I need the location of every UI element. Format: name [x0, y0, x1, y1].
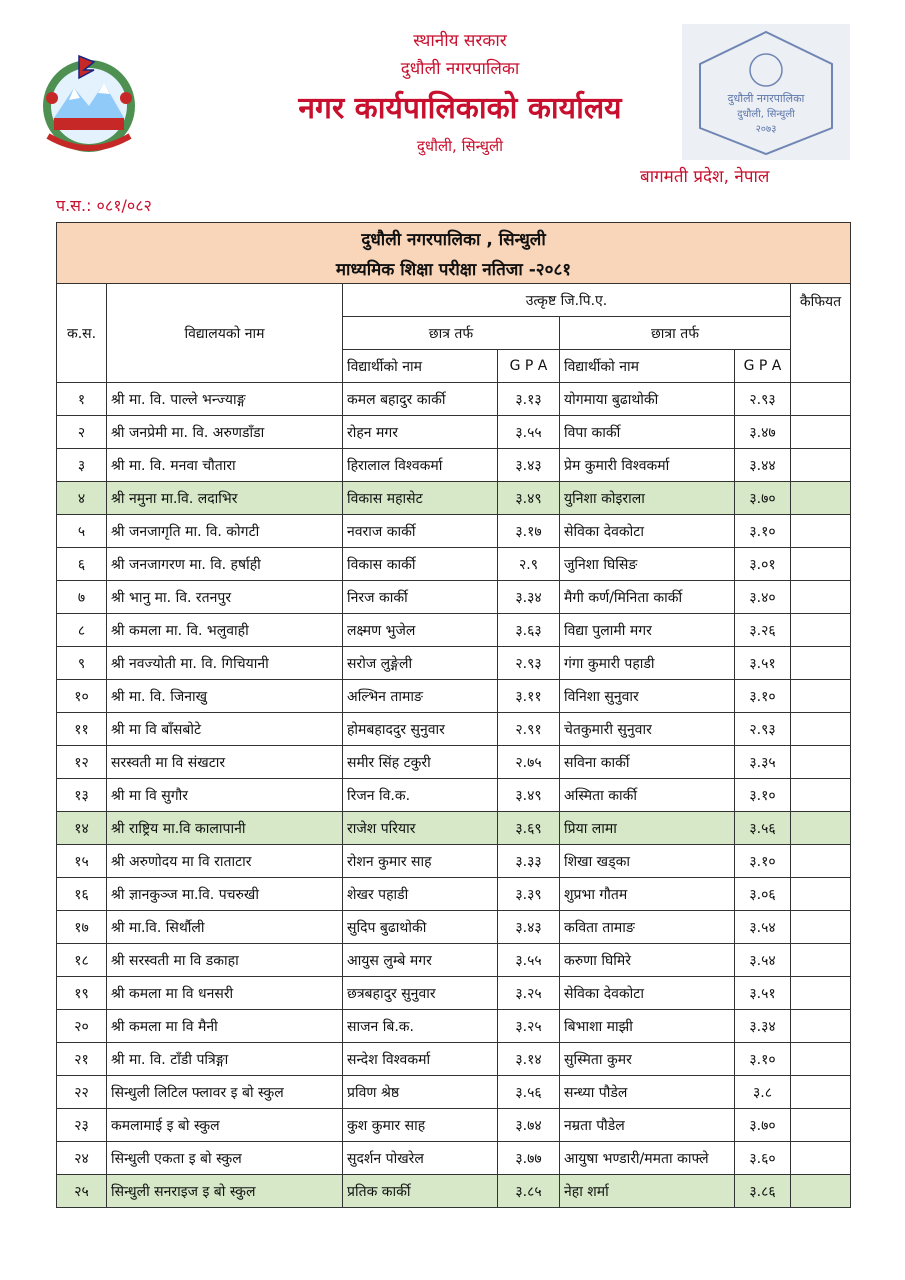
- table-title-line1: दुधौली नगरपालिका , सिन्धुली: [57, 223, 851, 254]
- cell-school-name: श्री जनजागृति मा. वि. कोगटी: [107, 515, 343, 548]
- table-row: [57, 1076, 851, 1109]
- cell-boy-name: निरज कार्की: [343, 581, 498, 614]
- cell-boy-name: हिरालाल विश्वकर्मा: [343, 449, 498, 482]
- cell-girl-gpa: ३.६०: [735, 1142, 791, 1175]
- table-row: [57, 449, 851, 482]
- cell-girl-name: नम्रता पौडेल: [560, 1109, 735, 1142]
- cell-remarks: [791, 647, 851, 680]
- table-row: [57, 1109, 851, 1142]
- cell-girl-name: सेविका देवकोटा: [560, 977, 735, 1010]
- cell-boy-gpa: ३.२५: [498, 977, 560, 1010]
- cell-girl-name: प्रिया लामा: [560, 812, 735, 845]
- cell-remarks: [791, 1175, 851, 1208]
- cell-serial-number: १९: [57, 977, 107, 1010]
- table-row: [57, 647, 851, 680]
- cell-boy-name: सरोज लुङ्गेली: [343, 647, 498, 680]
- cell-boy-gpa: ३.४९: [498, 482, 560, 515]
- cell-boy-name: रिजन वि.क.: [343, 779, 498, 812]
- cell-serial-number: २३: [57, 1109, 107, 1142]
- table-row: [57, 614, 851, 647]
- cell-boy-name: रोहन मगर: [343, 416, 498, 449]
- cell-boy-name: रोशन कुमार साह: [343, 845, 498, 878]
- cell-school-name: श्री मा. वि. पाल्ले भन्ज्याङ्ग: [107, 383, 343, 416]
- cell-remarks: [791, 1076, 851, 1109]
- table-row: [57, 515, 851, 548]
- cell-boy-gpa: ३.६३: [498, 614, 560, 647]
- table-row: [57, 845, 851, 878]
- seal-text-1: दुधौली नगरपालिका: [727, 92, 805, 105]
- cell-boy-gpa: ३.३४: [498, 581, 560, 614]
- cell-girl-name: कविता तामाङ: [560, 911, 735, 944]
- seal-text-2: दुधौली, सिन्धुली: [737, 109, 795, 120]
- header-municipality: दुधौली नगरपालिका: [400, 59, 520, 79]
- cell-school-name: श्री नमुना मा.वि. लदाभिर: [107, 482, 343, 515]
- cell-boy-gpa: ३.४३: [498, 449, 560, 482]
- cell-serial-number: ४: [57, 482, 107, 515]
- sub-header-boy-name: विद्यार्थीको नाम: [343, 350, 498, 383]
- cell-girl-gpa: ३.३५: [735, 746, 791, 779]
- cell-girl-gpa: ३.८६: [735, 1175, 791, 1208]
- cell-serial-number: १४: [57, 812, 107, 845]
- cell-boy-gpa: २.९१: [498, 713, 560, 746]
- cell-school-name: श्री राष्ट्रिय मा.वि कालापानी: [107, 812, 343, 845]
- cell-boy-gpa: २.७५: [498, 746, 560, 779]
- cell-girl-gpa: ३.१०: [735, 779, 791, 812]
- cell-girl-name: बिभाशा माझी: [560, 1010, 735, 1043]
- header-office-title: नगर कार्यपालिकाको कार्यालय: [298, 91, 622, 126]
- cell-girl-gpa: ३.१०: [735, 515, 791, 548]
- cell-school-name: श्री जनप्रेमी मा. वि. अरुणडाँडा: [107, 416, 343, 449]
- cell-girl-gpa: ३.५१: [735, 977, 791, 1010]
- cell-boy-gpa: ३.११: [498, 680, 560, 713]
- cell-serial-number: २: [57, 416, 107, 449]
- cell-school-name: श्री भानु मा. वि. रतनपुर: [107, 581, 343, 614]
- cell-girl-gpa: २.९३: [735, 383, 791, 416]
- cell-boy-name: नवराज कार्की: [343, 515, 498, 548]
- cell-boy-name: समीर सिंह टकुरी: [343, 746, 498, 779]
- cell-remarks: [791, 482, 851, 515]
- cell-girl-name: युनिशा कोइराला: [560, 482, 735, 515]
- cell-remarks: [791, 416, 851, 449]
- table-row: [57, 1142, 851, 1175]
- cell-serial-number: १०: [57, 680, 107, 713]
- cell-school-name: श्री जनजागरण मा. वि. हर्षाही: [107, 548, 343, 581]
- cell-remarks: [791, 911, 851, 944]
- cell-serial-number: १: [57, 383, 107, 416]
- seal-text-3: २०७३: [755, 124, 777, 135]
- cell-school-name: कमलामाई इ बो स्कुल: [107, 1109, 343, 1142]
- sub-header-boy-gpa: G P A: [498, 350, 560, 383]
- cell-girl-gpa: ३.०१: [735, 548, 791, 581]
- cell-girl-name: चेतकुमारी सुनुवार: [560, 713, 735, 746]
- cell-remarks: [791, 1109, 851, 1142]
- cell-serial-number: २५: [57, 1175, 107, 1208]
- cell-girl-gpa: २.९३: [735, 713, 791, 746]
- cell-boy-name: विकास कार्की: [343, 548, 498, 581]
- table-row: [57, 911, 851, 944]
- cell-remarks: [791, 449, 851, 482]
- table-row: [57, 581, 851, 614]
- sub-header-girl-name: विद्यार्थीको नाम: [560, 350, 735, 383]
- cell-school-name: श्री ज्ञानकुञ्ज मा.वि. पचरुखी: [107, 878, 343, 911]
- cell-boy-gpa: ३.५५: [498, 416, 560, 449]
- cell-serial-number: १५: [57, 845, 107, 878]
- cell-serial-number: २१: [57, 1043, 107, 1076]
- cell-serial-number: ११: [57, 713, 107, 746]
- header-address: दुधौली, सिन्धुली: [416, 137, 504, 155]
- cell-remarks: [791, 878, 851, 911]
- cell-serial-number: १७: [57, 911, 107, 944]
- cell-serial-number: ३: [57, 449, 107, 482]
- reference-number: प.स.: ०८१/०८२: [56, 196, 152, 215]
- cell-boy-name: प्रविण श्रेष्ठ: [343, 1076, 498, 1109]
- col-header-girls: छात्रा तर्फ: [560, 317, 791, 350]
- cell-school-name: श्री मा. वि. मनवा चौतारा: [107, 449, 343, 482]
- cell-girl-name: शिखा खड्का: [560, 845, 735, 878]
- cell-girl-gpa: ३.७०: [735, 1109, 791, 1142]
- cell-girl-gpa: ३.४७: [735, 416, 791, 449]
- col-header-boys: छात्र तर्फ: [343, 317, 560, 350]
- cell-boy-name: सन्देश विश्वकर्मा: [343, 1043, 498, 1076]
- cell-school-name: श्री मा वि सुगौर: [107, 779, 343, 812]
- cell-girl-gpa: ३.१०: [735, 1043, 791, 1076]
- cell-boy-gpa: ३.७७: [498, 1142, 560, 1175]
- cell-boy-gpa: ३.५६: [498, 1076, 560, 1109]
- cell-remarks: [791, 845, 851, 878]
- cell-girl-gpa: ३.५४: [735, 911, 791, 944]
- cell-boy-name: राजेश परियार: [343, 812, 498, 845]
- cell-boy-gpa: ३.६९: [498, 812, 560, 845]
- header-line1: स्थानीय सरकार: [413, 31, 507, 51]
- cell-girl-gpa: ३.७०: [735, 482, 791, 515]
- cell-boy-name: विकास महासेट: [343, 482, 498, 515]
- cell-serial-number: १८: [57, 944, 107, 977]
- cell-girl-name: शुप्रभा गौतम: [560, 878, 735, 911]
- cell-remarks: [791, 1142, 851, 1175]
- cell-girl-name: विनिशा सुनुवार: [560, 680, 735, 713]
- cell-girl-name: अस्मिता कार्की: [560, 779, 735, 812]
- cell-girl-name: सविना कार्की: [560, 746, 735, 779]
- cell-girl-name: करुणा घिमिरे: [560, 944, 735, 977]
- table-row: [57, 548, 851, 581]
- cell-school-name: श्री मा. वि. टाँडी पत्रिङ्गा: [107, 1043, 343, 1076]
- cell-girl-name: आयुषा भण्डारी/ममता काफ्ले: [560, 1142, 735, 1175]
- nepal-government-emblem-icon: [34, 48, 144, 158]
- cell-boy-gpa: ३.७४: [498, 1109, 560, 1142]
- cell-remarks: [791, 977, 851, 1010]
- table-row: [57, 812, 851, 845]
- cell-remarks: [791, 1010, 851, 1043]
- cell-remarks: [791, 944, 851, 977]
- cell-school-name: श्री मा. वि. जिनाखु: [107, 680, 343, 713]
- cell-girl-name: सुस्मिता कुमर: [560, 1043, 735, 1076]
- table-row: [57, 383, 851, 416]
- cell-remarks: [791, 383, 851, 416]
- cell-school-name: सरस्वती मा वि संखटार: [107, 746, 343, 779]
- cell-school-name: श्री कमला मा. वि. भलुवाही: [107, 614, 343, 647]
- cell-boy-gpa: ३.२५: [498, 1010, 560, 1043]
- table-row: [57, 1043, 851, 1076]
- table-row: [57, 1010, 851, 1043]
- cell-boy-name: आयुस लुम्बे मगर: [343, 944, 498, 977]
- cell-serial-number: २०: [57, 1010, 107, 1043]
- cell-girl-name: विपा कार्की: [560, 416, 735, 449]
- cell-boy-name: अल्भिन तामाङ: [343, 680, 498, 713]
- table-row: [57, 713, 851, 746]
- cell-girl-name: जुनिशा घिसिङ: [560, 548, 735, 581]
- table-row: [57, 680, 851, 713]
- cell-girl-name: सन्ध्या पौडेल: [560, 1076, 735, 1109]
- cell-boy-gpa: २.९३: [498, 647, 560, 680]
- col-header-top-gpa: उत्कृष्ट जि.पि.ए.: [343, 284, 791, 317]
- cell-boy-name: साजन बि.क.: [343, 1010, 498, 1043]
- cell-boy-name: होमबहाददुर सुनुवार: [343, 713, 498, 746]
- cell-girl-gpa: ३.१०: [735, 680, 791, 713]
- cell-girl-gpa: ३.०६: [735, 878, 791, 911]
- cell-serial-number: ९: [57, 647, 107, 680]
- cell-serial-number: ५: [57, 515, 107, 548]
- cell-remarks: [791, 515, 851, 548]
- cell-serial-number: १३: [57, 779, 107, 812]
- cell-remarks: [791, 713, 851, 746]
- cell-girl-name: गंगा कुमारी पहाडी: [560, 647, 735, 680]
- cell-boy-gpa: ३.१३: [498, 383, 560, 416]
- cell-school-name: श्री अरुणोदय मा वि राताटार: [107, 845, 343, 878]
- cell-remarks: [791, 779, 851, 812]
- cell-school-name: श्री कमला मा वि धनसरी: [107, 977, 343, 1010]
- cell-remarks: [791, 1043, 851, 1076]
- cell-girl-gpa: ३.८: [735, 1076, 791, 1109]
- office-seal-icon: [682, 24, 850, 160]
- cell-remarks: [791, 614, 851, 647]
- cell-boy-gpa: ३.४३: [498, 911, 560, 944]
- sub-header-girl-gpa: G P A: [735, 350, 791, 383]
- cell-boy-name: प्रतिक कार्की: [343, 1175, 498, 1208]
- cell-girl-name: योगमाया बुढाथोकी: [560, 383, 735, 416]
- cell-school-name: श्री सरस्वती मा वि डकाहा: [107, 944, 343, 977]
- cell-girl-gpa: ३.५१: [735, 647, 791, 680]
- cell-school-name: सिन्धुली लिटिल फ्लावर इ बो स्कुल: [107, 1076, 343, 1109]
- cell-serial-number: ६: [57, 548, 107, 581]
- cell-boy-name: कुश कुमार साह: [343, 1109, 498, 1142]
- cell-girl-name: सेविका देवकोटा: [560, 515, 735, 548]
- cell-remarks: [791, 581, 851, 614]
- cell-girl-gpa: ३.२६: [735, 614, 791, 647]
- cell-serial-number: ८: [57, 614, 107, 647]
- table-row: [57, 746, 851, 779]
- cell-girl-name: प्रेम कुमारी विश्वकर्मा: [560, 449, 735, 482]
- col-header-school: विद्यालयको नाम: [107, 284, 343, 383]
- cell-boy-gpa: ३.१४: [498, 1043, 560, 1076]
- cell-boy-gpa: ३.१७: [498, 515, 560, 548]
- cell-boy-name: सुदिप बुढाथोकी: [343, 911, 498, 944]
- cell-boy-name: कमल बहादुर कार्की: [343, 383, 498, 416]
- cell-boy-gpa: ३.३३: [498, 845, 560, 878]
- cell-boy-gpa: ३.८५: [498, 1175, 560, 1208]
- cell-boy-name: लक्ष्मण भुजेल: [343, 614, 498, 647]
- cell-serial-number: ७: [57, 581, 107, 614]
- table-row: [57, 944, 851, 977]
- cell-girl-name: नेहा शर्मा: [560, 1175, 735, 1208]
- table-row: [57, 977, 851, 1010]
- table-row: [57, 1175, 851, 1208]
- cell-girl-name: मैगी कर्ण/मिनिता कार्की: [560, 581, 735, 614]
- cell-boy-name: शेखर पहाडी: [343, 878, 498, 911]
- cell-girl-gpa: ३.३४: [735, 1010, 791, 1043]
- table-title-line2: माध्यमिक शिक्षा परीक्षा नतिजा -२०८१: [57, 253, 851, 284]
- cell-remarks: [791, 812, 851, 845]
- col-header-remarks: कैफियत: [791, 284, 851, 383]
- cell-girl-gpa: ३.५६: [735, 812, 791, 845]
- cell-girl-gpa: ३.४४: [735, 449, 791, 482]
- table-row: [57, 482, 851, 515]
- cell-school-name: श्री नवज्योती मा. वि. गिचियानी: [107, 647, 343, 680]
- cell-boy-gpa: ३.४९: [498, 779, 560, 812]
- cell-remarks: [791, 548, 851, 581]
- cell-girl-gpa: ३.१०: [735, 845, 791, 878]
- results-table: [56, 222, 851, 1208]
- cell-school-name: श्री कमला मा वि मैनी: [107, 1010, 343, 1043]
- cell-remarks: [791, 746, 851, 779]
- cell-serial-number: २२: [57, 1076, 107, 1109]
- cell-boy-gpa: २.९: [498, 548, 560, 581]
- cell-school-name: श्री मा वि बाँसबोटे: [107, 713, 343, 746]
- cell-boy-name: छत्रबहादुर सुनुवार: [343, 977, 498, 1010]
- cell-school-name: श्री मा.वि. सिर्थौली: [107, 911, 343, 944]
- cell-boy-gpa: ३.५५: [498, 944, 560, 977]
- col-header-sn: क.स.: [57, 284, 107, 383]
- cell-serial-number: १६: [57, 878, 107, 911]
- cell-girl-gpa: ३.४०: [735, 581, 791, 614]
- cell-school-name: सिन्धुली एकता इ बो स्कुल: [107, 1142, 343, 1175]
- cell-school-name: सिन्धुली सनराइज इ बो स्कुल: [107, 1175, 343, 1208]
- cell-boy-name: सुदर्शन पोखरेल: [343, 1142, 498, 1175]
- cell-girl-name: विद्या पुलामी मगर: [560, 614, 735, 647]
- header-province: बागमती प्रदेश, नेपाल: [640, 167, 770, 187]
- table-row: [57, 878, 851, 911]
- table-row: [57, 779, 851, 812]
- cell-girl-gpa: ३.५४: [735, 944, 791, 977]
- cell-remarks: [791, 680, 851, 713]
- table-row: [57, 416, 851, 449]
- cell-serial-number: २४: [57, 1142, 107, 1175]
- cell-serial-number: १२: [57, 746, 107, 779]
- cell-boy-gpa: ३.३९: [498, 878, 560, 911]
